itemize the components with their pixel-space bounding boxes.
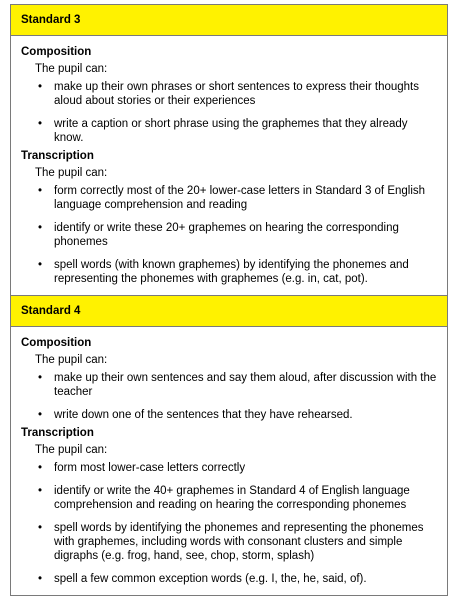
list-item: • make up their own sentences and say them aloud, after discussion with the teacher [38, 372, 437, 398]
list-item: • spell a few common exception words (e.g. I, the, he, said, of). [38, 573, 367, 585]
bullet-icon: • [38, 409, 43, 421]
list-item: • make up their own phrases or short sentences to express their thoughts aloud about stories or their experiences [38, 81, 420, 107]
section-body-standard-4 [11, 327, 447, 596]
bullet-icon: • [38, 118, 43, 130]
bullet-icon: • [38, 485, 43, 497]
list-item: • write down one of the sentences that they have rehearsed. [38, 409, 353, 421]
transcription-heading: Transcription [21, 427, 94, 439]
list-item: • spell words (with known graphemes) by identifying the phonemes and representing the phonemes with graphemes (e.g. in, cat, pot). [38, 259, 409, 285]
transcription-heading: Transcription [21, 150, 94, 162]
list-item: • identify or write these 20+ graphemes on hearing the corresponding phonemes [38, 222, 399, 248]
bullet-icon: • [38, 522, 43, 534]
bullet-icon: • [38, 259, 43, 271]
bullet-icon: • [38, 222, 43, 234]
bullet-icon: • [38, 462, 43, 474]
bullet-icon: • [38, 81, 43, 93]
composition-heading: Composition [21, 46, 92, 58]
intro-text: The pupil can: [35, 354, 108, 366]
section-title: Standard 4 [21, 305, 81, 317]
section-body-standard-3 [11, 36, 447, 296]
intro-text: The pupil can: [35, 444, 108, 456]
section-title: Standard 3 [21, 14, 81, 26]
bullet-icon: • [38, 185, 43, 197]
list-item: • form most lower-case letters correctly [38, 462, 246, 474]
composition-heading: Composition [21, 337, 92, 349]
bullet-list [21, 80, 437, 145]
list-item: • form correctly most of the 20+ lower-case letters in Standard 3 of English language comprehension and reading [38, 185, 426, 211]
section-header-standard-3 [11, 5, 447, 36]
intro-text: The pupil can: [35, 63, 108, 75]
bullet-list [21, 184, 437, 286]
bullet-list [21, 461, 437, 586]
list-item: • write a caption or short phrase using the graphemes that they already know. [38, 118, 408, 144]
list-item: • identify or write the 40+ graphemes in Standard 4 of English language comprehension and reading on hearing the corresponding phonemes [38, 485, 410, 511]
list-item: • spell words by identifying the phonemes and representing the phonemes with graphemes, including words with consonant clusters and simple digraphs (e.g. frog, hand, see, chop, storm, splash) [38, 522, 424, 562]
section-header-standard-4 [11, 296, 447, 327]
bullet-icon: • [38, 573, 43, 585]
bullet-icon: • [38, 372, 43, 384]
curriculum-table [10, 4, 448, 596]
intro-text: The pupil can: [35, 167, 108, 179]
bullet-list [21, 371, 437, 422]
